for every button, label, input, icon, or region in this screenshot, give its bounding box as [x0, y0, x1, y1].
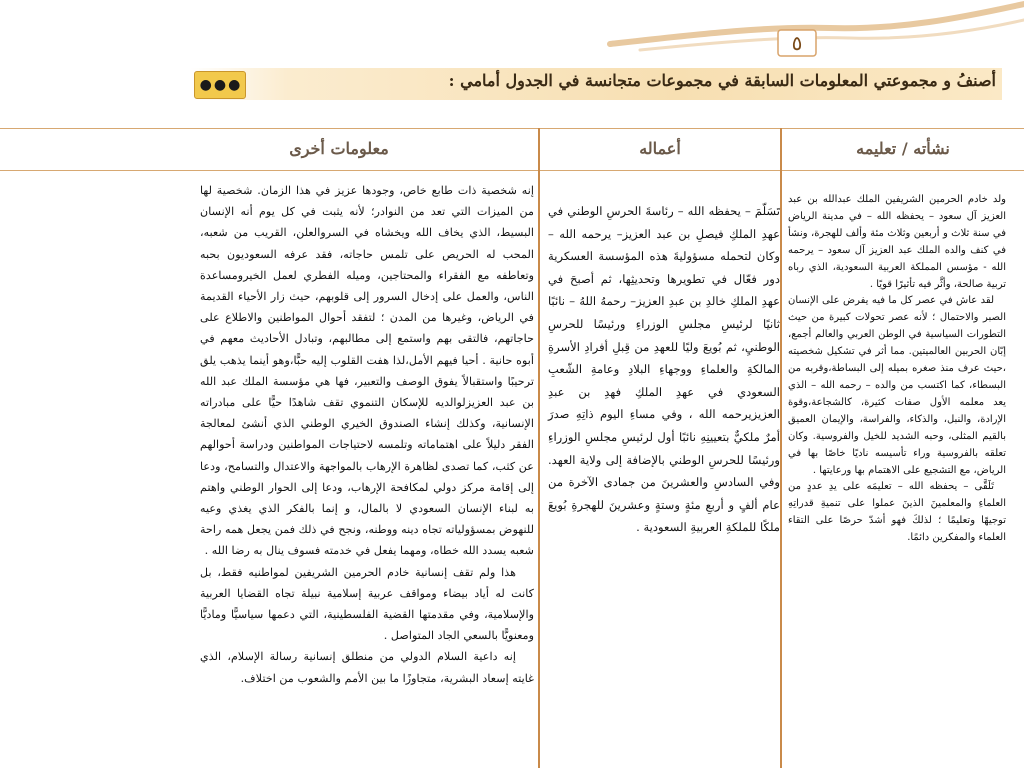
group-of-people-icon: ● ● ●: [194, 71, 246, 99]
other-info-paragraph: إنه شخصية ذات طابع خاص، وجودها عزيز في هذا الزمان. شخصية لها من الميزات التي تعد من النوادر؛ لأنه يثبت في كل يوم أنه الإنسان البسيط، الذي يخاف الله ويخشاه في السروالعلن، القريب من شعبه، المحب له الحريص على تلمس حاجاته، فقد عرفه السعوديون بحبه وتعاطفه مع الفقراء والمحتاجين، وميله الفطري لعمل الخيرومساعدة الناس، والعمل على إدخال السرور إلى قلوبهم، حيث زار الأحياء القديمة في الرياض، وغيرها من المدن ؛ لتفقد أحوال المواطنين والاطلاع على حاجاتهم، فالتقى بهم واستمع إلى مطالبهم، وتبادل الأحاديث معهم في أبوه حانية . أحيا فيهم الأمل،لذا هفت القلوب إليه حبًّا،وهو أينما يذهب يلق ترحيبًا واستقبالاً يفوق الوصف والتعبير، فها هي مؤسسة الملك عبد الله بن عبد العزيزلوالديه للإسكان التنموي تقف شاهدًا حيًّا على مبادراته الإنسانية، وكذلك إنشاء الصندوق الخيري الوطني الذي أنشئ لمعالجة الفقر دليلاً على اهتماماته وتلمسه لاحتياجات المواطنين ودراسة أحوالهم عن كثب، كما تصدى لظاهرة الإرهاب بالمواجهة والاعتدال والتسامح، ودعا إلى إقامة مركز دولي لمكافحة الإرهاب، ودعا إلى الحوار الوطني واهتم به لبناء الإنسان السعودي لا بالمال، و إنما بالفكر الذي يغذي وعيه للنهوض بمسؤولياته تجاه دينه ووطنه، ونجح في ذلك فمن يجعل همه راحة شعبه يسدد الله خطاه، ومهما يفعل في خدمته فسوف ينال به رضا الله .: [200, 184, 534, 558]
upbringing-column-text: [788, 192, 1006, 547]
column-divider: [538, 128, 540, 768]
column-divider: [780, 128, 782, 768]
upbringing-paragraph: تَلَقَّى – يحفظه الله – تعليمَه على يدِ عددٍ من العلماءِ والمعلمينَ الذينَ عملوا على تنميةِ قدراتِهِ توجيهًا وتعليمًا ؛ لذلكَ فهو أشدّ حرصًا على التقاء العلماء والمفكرين دائمًا.: [788, 481, 1006, 544]
upbringing-paragraph: لقد عاش في عصر كل ما فيه يفرض على الإنسان الصبر والاحتمال ؛ لأنه عصر تحولات كبيرة من حيث التطورات السياسية في الوطن العربي والعالم أجمع، إبّان الحربين العالميتين. مما أثر في تشكيل شخصيته ،حيث عرف منذ صغره بميله إلى البساطة،وقربه من البسطاء، كما اكتسب من والده – رحمه الله – الذي يعد معلمه الأول صفات كثيرة، كالشجاعة،وقوة الإرادة، والنبل، والذكاء، والفراسة، والإيمان العميق بالقيم المثلى، وحبه الشديد للخيل والفروسية. وكان تعلقه بالفروسية وراء تأسيسه ناديًا خاصًا بها في الرياض، مع التشجيع على الاهتمام بها ورعايتها .: [788, 295, 1006, 476]
page-number: ٥: [791, 31, 803, 55]
column-header-other: معلومات أخرى: [289, 139, 389, 158]
instruction-bar: [190, 68, 1002, 100]
column-header-works: أعماله: [639, 139, 681, 158]
other-info-paragraph: هذا ولم تقف إنسانية خادم الحرمين الشريفين لمواطنيه فقط، بل كانت له أياد بيضاء ومواقف عربية إسلامية نبيلة تجاه القضايا العربية والإسلامية، وفي مقدمتها القضية الفلسطينية، التي دعمها سياسيًّا وماديًّا ومعنويًّا بالسعي الجاد المتواصل .: [200, 565, 534, 643]
works-paragraph: تَسَلّمَ – يحفظه الله – رئاسةَ الحرسِ الوطني في عهدِ الملكِ فيصلِ بن عبد العزيز– يرحمه الله – وكان لتحمله مسؤوليةَ هذه المؤسسة العسكرية دور فعّال في تطويرها وتحديثِها، ثم أصبحَ في عهدِ الملكِ خالدِ بن عبدِ العزيز– رحمهُ اللهُ – نائبًا ثانيًا لرئيسِ مجلسِ الوزراءِ ورئيسًا للحرسِ الوطنيِ، ثم بُويعَ وليًا للعهدِ من قِبلِ أفرادِ الأسرةِ المالكةِ والعلماءِ ووجهاءِ البلادِ وعامةِ الشّعبِ السعودي في عهدِ الملكِ فهدِ بن عبدِ العزيزيرحمه الله ، وفي مساءِ اليوم ذاتِهِ صدرَ أمرٌ ملكيٌّ بتعيينِهِ نائبًا أول لرئيسِ مجلسِ الوزراءِ ورئيسًا للحرسِ الوطني بالإضافة إلى ولاية العهد. وفي السادسِ والعشرينَ من جمادى الآخرة من عام ألفٍ و أربعِ مئةٍ وستةٍ وعشرينَ للهجرةِ بُويعَ ملكًا للملكةِ العربيةِ السعودية .: [548, 204, 780, 535]
other-info-column-text: [200, 180, 534, 689]
other-info-paragraph: إنه داعية السلام الدولي من منطلق إنسانية رسالة الإسلام، الذي غايته إسعاد البشرية، متجاوزًا ما بين الأمم والشعوب من اختلاف.: [200, 650, 534, 685]
table-header-bottom-border: [0, 170, 1024, 171]
upbringing-paragraph: ولد خادم الحرمين الشريفين الملك عبدالله بن عبد العزيز آل سعود – يحفظه الله – في مدينة الرياض في سنة ثلاث و أربعين وثلاث مئة وألف للهجرة، ونشأ في كنف والده الملك عبد العزيز آل سعود – يرحمه الله - مؤسس المملكة العربية السعودية، الذي رباه تربية صالحة، وأثَّر فيه تأثيرًا قويًا .: [788, 194, 1006, 290]
decorative-swoosh: [0, 0, 1024, 70]
works-column-text: [548, 200, 780, 539]
column-header-upbringing: نشأته / تعليمه: [856, 139, 950, 158]
instruction-text: أصنفُ و مجموعتي المعلومات السابقة في مجموعات متجانسة في الجدول أمامي :: [448, 71, 996, 90]
table-header-top-border: [0, 128, 1024, 129]
